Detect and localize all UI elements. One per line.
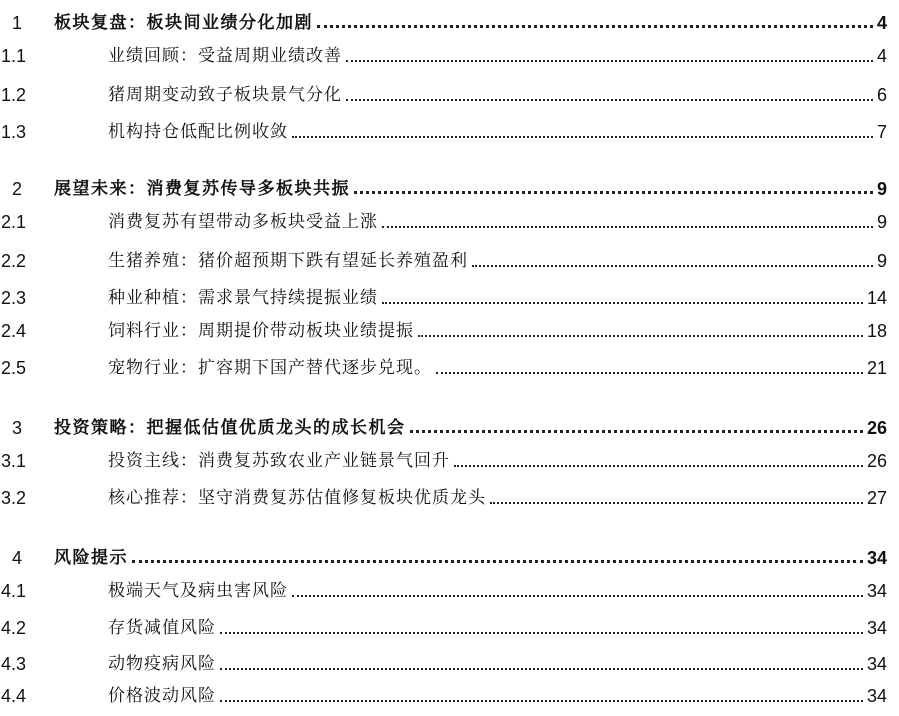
toc-title: 核心推荐：坚守消费复苏估值修复板块优质龙头 bbox=[108, 488, 486, 508]
toc-number: 1.3 bbox=[1, 122, 27, 142]
toc-title: 极端天气及病虫害风险 bbox=[108, 581, 288, 601]
toc-title: 价格波动风险 bbox=[108, 686, 216, 706]
toc-entry-2-1[interactable] bbox=[0, 207, 899, 237]
toc-number: 3.1 bbox=[1, 451, 27, 471]
toc-leader-dots bbox=[292, 136, 873, 138]
toc-leader-dots bbox=[220, 632, 863, 634]
toc-number: 1.1 bbox=[1, 46, 27, 66]
toc-title: 机构持仓低配比例收敛 bbox=[108, 122, 288, 142]
toc-entry-4-2[interactable] bbox=[0, 613, 899, 643]
toc-title: 宠物行业：扩容期下国产替代逐步兑现。 bbox=[108, 358, 432, 378]
toc-page-number: 9 bbox=[876, 212, 887, 232]
toc-number: 4.1 bbox=[1, 581, 27, 601]
toc-title: 风险提示 bbox=[54, 548, 128, 568]
toc-entry-2-5[interactable] bbox=[0, 353, 899, 383]
toc-title: 展望未来：消费复苏传导多板块共振 bbox=[54, 179, 350, 199]
toc-number: 2.4 bbox=[1, 321, 27, 341]
toc-entry-3-2[interactable] bbox=[0, 483, 899, 513]
toc-leader-dots bbox=[132, 560, 863, 563]
toc-page-number: 34 bbox=[866, 581, 887, 601]
toc-page-number: 4 bbox=[876, 46, 887, 66]
toc-title: 饲料行业：周期提价带动板块业绩提振 bbox=[108, 321, 414, 341]
toc-entry-1-3[interactable] bbox=[0, 117, 899, 147]
toc-number: 2.5 bbox=[1, 358, 27, 378]
toc-page-number: 34 bbox=[866, 618, 887, 638]
toc-leader-dots bbox=[410, 430, 863, 433]
toc-page-number: 18 bbox=[866, 321, 887, 341]
toc-number: 4.2 bbox=[1, 618, 27, 638]
toc-leader-dots bbox=[346, 99, 873, 101]
toc-number: 3 bbox=[12, 418, 23, 438]
toc-entry-4[interactable] bbox=[0, 543, 899, 573]
toc-title: 板块复盘：板块间业绩分化加剧 bbox=[54, 13, 313, 33]
toc-entry-3-1[interactable] bbox=[0, 446, 899, 476]
toc-entry-1-2[interactable] bbox=[0, 80, 899, 110]
toc-title: 消费复苏有望带动多板块受益上涨 bbox=[108, 212, 378, 232]
toc-page-number: 26 bbox=[866, 418, 887, 438]
toc-title: 存货减值风险 bbox=[108, 618, 216, 638]
toc-page-number: 14 bbox=[866, 288, 887, 308]
toc-leader-dots bbox=[382, 302, 863, 304]
toc-entry-1-1[interactable] bbox=[0, 41, 899, 71]
toc-number: 2.3 bbox=[1, 288, 27, 308]
toc-page-number: 4 bbox=[876, 13, 887, 33]
toc-number: 1 bbox=[12, 13, 23, 33]
toc-page-number: 34 bbox=[866, 686, 887, 706]
toc-entry-2[interactable] bbox=[0, 174, 899, 204]
toc-page-number: 26 bbox=[866, 451, 887, 471]
toc-entry-2-4[interactable] bbox=[0, 316, 899, 346]
toc-title: 生猪养殖：猪价超预期下跌有望延长养殖盈利 bbox=[108, 251, 468, 271]
toc-page-number: 9 bbox=[876, 179, 887, 199]
toc-number: 3.2 bbox=[1, 488, 27, 508]
toc-title: 投资主线：消费复苏致农业产业链景气回升 bbox=[108, 451, 450, 471]
toc-leader-dots bbox=[382, 226, 873, 228]
toc-leader-dots bbox=[418, 335, 863, 337]
toc-entry-2-3[interactable] bbox=[0, 283, 899, 313]
toc-leader-dots bbox=[454, 465, 863, 467]
toc-page-number: 7 bbox=[876, 122, 887, 142]
toc-leader-dots bbox=[220, 668, 863, 670]
toc-entry-4-1[interactable] bbox=[0, 576, 899, 606]
toc-page-number: 21 bbox=[866, 358, 887, 378]
toc-entry-2-2[interactable] bbox=[0, 246, 899, 276]
toc-title: 投资策略：把握低估值优质龙头的成长机会 bbox=[54, 418, 406, 438]
toc-leader-dots bbox=[317, 25, 873, 28]
toc-leader-dots bbox=[490, 502, 863, 504]
toc-leader-dots bbox=[292, 595, 863, 597]
toc-page-number: 27 bbox=[866, 488, 887, 508]
toc-entry-1[interactable] bbox=[0, 8, 899, 38]
toc-page-number: 6 bbox=[876, 85, 887, 105]
toc-leader-dots bbox=[346, 60, 873, 62]
toc-number: 4.3 bbox=[1, 654, 27, 674]
toc-leader-dots bbox=[436, 372, 863, 374]
toc-number: 2.2 bbox=[1, 251, 27, 271]
toc-title: 猪周期变动致子板块景气分化 bbox=[108, 85, 342, 105]
toc-number: 4.4 bbox=[1, 686, 27, 706]
toc-title: 种业种植：需求景气持续提振业绩 bbox=[108, 288, 378, 308]
toc-page-number: 9 bbox=[876, 251, 887, 271]
toc-leader-dots bbox=[220, 700, 863, 702]
toc-title: 动物疫病风险 bbox=[108, 654, 216, 674]
toc-page-number: 34 bbox=[866, 654, 887, 674]
toc-number: 2 bbox=[12, 179, 23, 199]
toc-entry-3[interactable] bbox=[0, 413, 899, 443]
toc-leader-dots bbox=[354, 191, 873, 194]
toc-page-number: 34 bbox=[866, 548, 887, 568]
toc-number: 2.1 bbox=[1, 212, 27, 232]
toc-title: 业绩回顾：受益周期业绩改善 bbox=[108, 46, 342, 66]
toc-entry-4-4[interactable] bbox=[0, 681, 899, 711]
toc-number: 4 bbox=[12, 548, 23, 568]
toc-number: 1.2 bbox=[1, 85, 27, 105]
toc-leader-dots bbox=[472, 265, 873, 267]
toc-entry-4-3[interactable] bbox=[0, 649, 899, 679]
